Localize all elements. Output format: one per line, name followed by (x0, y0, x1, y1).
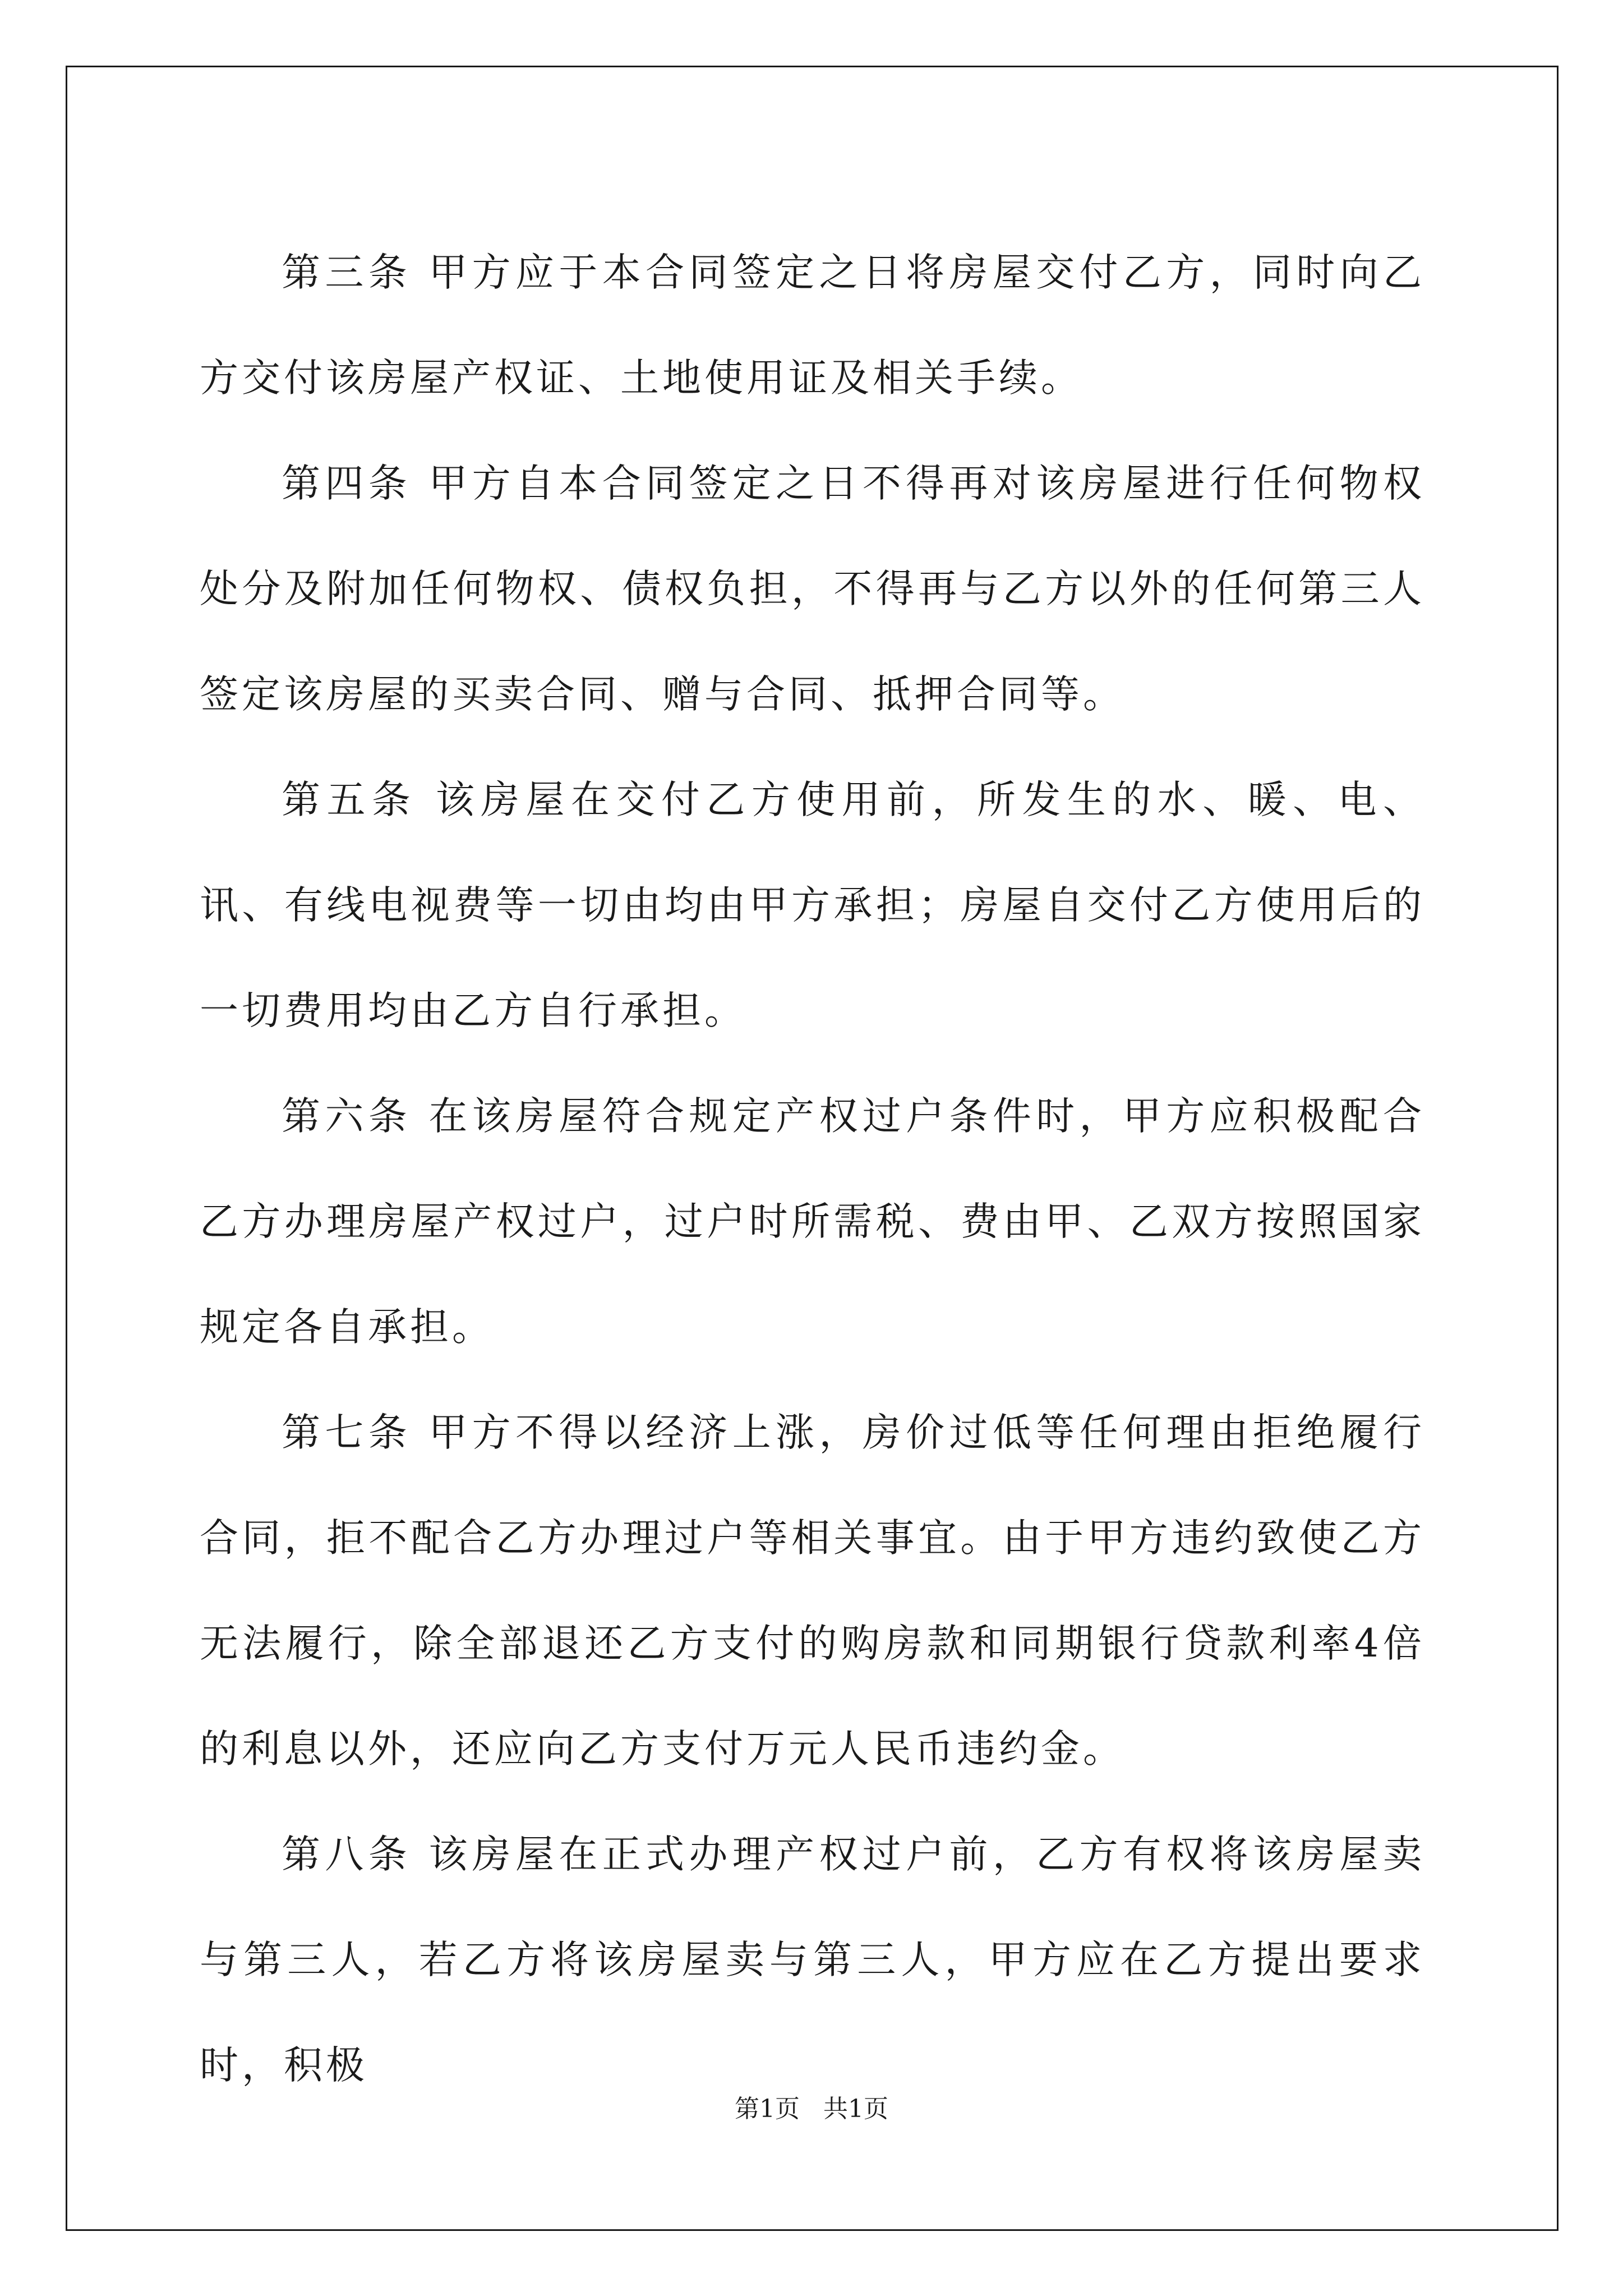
clause-6: 第六条 在该房屋符合规定产权过户条件时，甲方应积极配合乙方办理房屋产权过户，过户时所需税、费由甲、乙双方按照国家规定各自承担。 (200, 1094, 1425, 1350)
document-body (200, 220, 1425, 2118)
clause-5: 第五条 该房屋在交付乙方使用前，所发生的水、暖、电、讯、有线电视费等一切由均由甲方承担；房屋自交付乙方使用后的一切费用均由乙方自行承担。 (200, 777, 1425, 1033)
page-footer: 第1页 共1页 (735, 2095, 888, 2123)
clause-4: 第四条 甲方自本合同签定之日不得再对该房屋进行任何物权处分及附加任何物权、债权负担，不得再与乙方以外的任何第三人签定该房屋的买卖合同、赠与合同、抵押合同等。 (200, 461, 1425, 717)
clause-7: 第七条 甲方不得以经济上涨，房价过低等任何理由拒绝履行合同，拒不配合乙方办理过户等相关事宜。由于甲方违约致使乙方无法履行，除全部退还乙方支付的购房款和同期银行贷款利率4倍的利息以外，还应向乙方支付万元人民币违约金。 (200, 1410, 1425, 1772)
clause-8: 第八条 该房屋在正式办理产权过户前，乙方有权将该房屋卖与第三人，若乙方将该房屋卖与第三人，甲方应在乙方提出要求时，积极 (200, 1832, 1425, 2088)
clause-3: 第三条 甲方应于本合同签定之日将房屋交付乙方，同时向乙方交付该房屋产权证、土地使用证及相关手续。 (200, 250, 1425, 401)
